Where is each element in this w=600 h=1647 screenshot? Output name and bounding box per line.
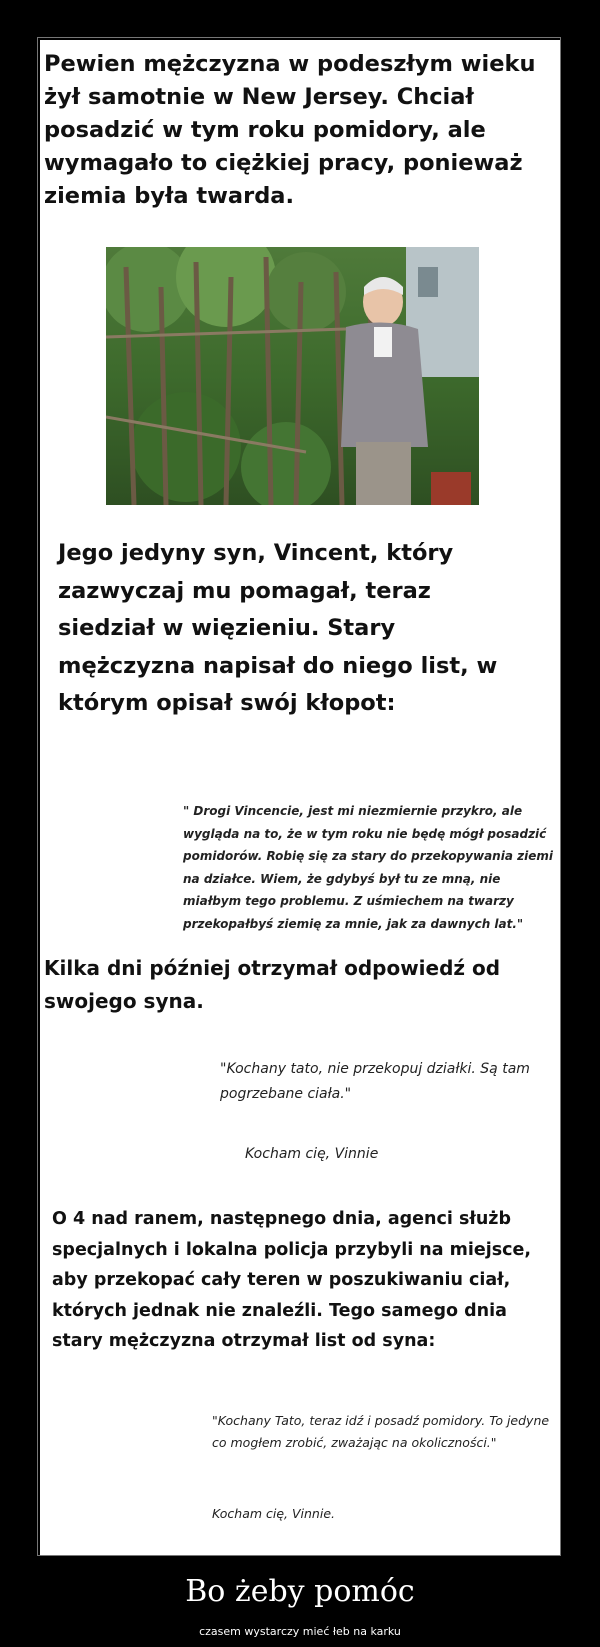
intro-paragraph: Pewien mężczyzna w podeszłym wieku żył samotnie w New Jersey. Chciał posadzić w tym roku pomidory, ale wymagało to ciężkiej pracy, ponieważ ziemia była twarda. — [44, 51, 536, 209]
second-letter-from-son: "Kochany Tato, teraz idź i posadź pomidory. To jedyne co mogłem zrobić, zważając na okoliczności." — [212, 1413, 550, 1450]
paragraph-son-in-prison: Jego jedyny syn, Vincent, który zazwyczaj mu pomagał, teraz siedział w więzieniu. Stary mężczyzna napisał do niego list, w którym opisał swój kłopot: — [58, 540, 498, 716]
caption-title: Bo żeby pomóc — [185, 1574, 415, 1609]
second-letter-signature: Kocham cię, Vinnie. — [212, 1506, 335, 1521]
paragraph-police-search: O 4 nad ranem, następnego dnia, agenci służb specjalnych i lokalna policja przybyli na miejsce, aby przekopać cały teren w poszukiwaniu ciał, których jednak nie znaleźli. Tego samego dnia stary mężczyzna otrzymał list od syna: — [52, 1209, 532, 1351]
garden-photo — [106, 247, 479, 505]
caption-subtitle: czasem wystarczy mieć łeb na karku — [199, 1625, 401, 1638]
letter-from-son: "Kochany tato, nie przekopuj działki. Są tam pogrzebane ciała." — [220, 1061, 530, 1102]
paragraph-reply: Kilka dni później otrzymał odpowiedź od swojego syna. — [44, 956, 501, 1013]
old-man-in-garden-image — [106, 247, 479, 505]
letter-to-son: " Drogi Vincencie, jest mi niezmiernie przykro, ale wygląda na to, że w tym roku nie będę mógł posadzić pomidorów. Robię się za stary do przekopywania ziemi na działce. Wiem, że gdybyś był tu ze mną, nie miałbym tego problemu. Z uśmiechem na twarzy przekopałbyś ziemię za mnie, jak za dawnych lat." — [183, 804, 553, 931]
content-panel — [40, 40, 560, 1555]
letter-from-son-signature: Kocham cię, Vinnie — [245, 1146, 379, 1162]
